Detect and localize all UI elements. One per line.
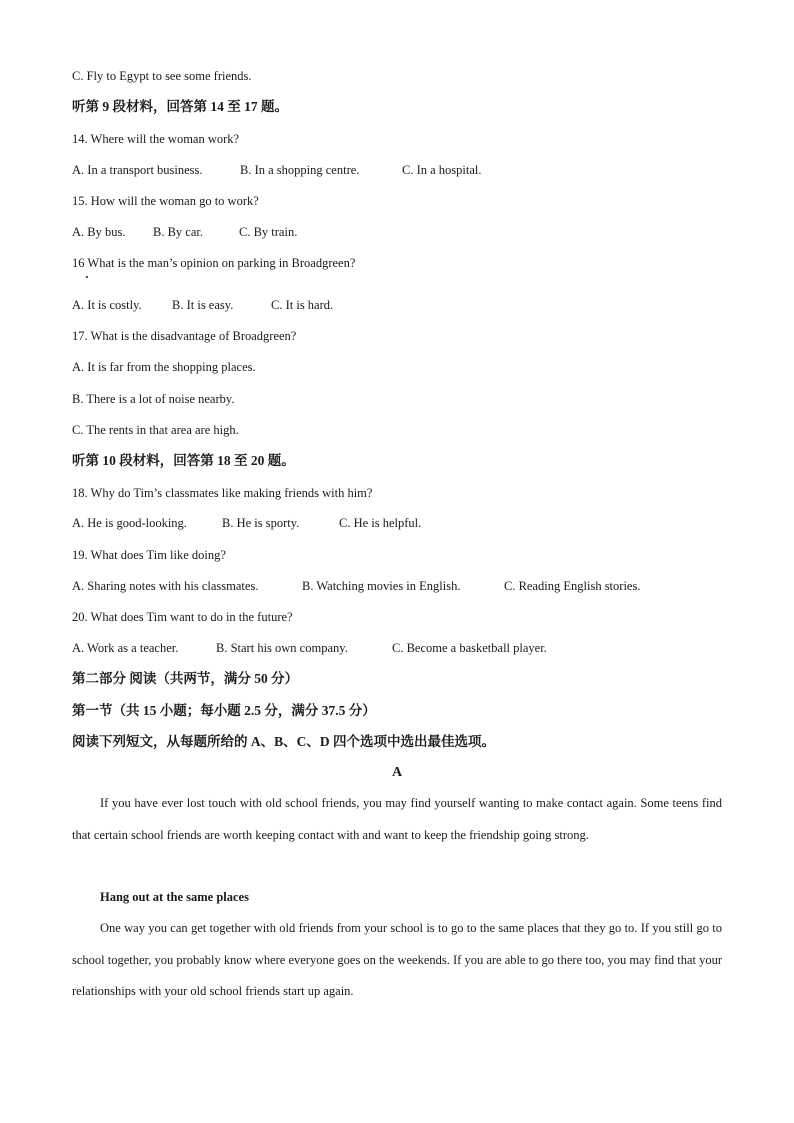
option-b: B. It is easy. [172,298,234,312]
question-17: 17. What is the disadvantage of Broadgreen? [72,329,297,343]
option-c: C. The rents in that area are high. [72,423,239,437]
option-b: B. Start his own company. [216,641,348,655]
passage-paragraph: One way you can get together with old friends from your school is to go to the same places that they go to. If you still go to school together, you probably know where everyone goes on the weekends. If you are able to go there too, you may find that your relationships with your old school friends start up again. [72,921,723,998]
options-20 [72,640,547,656]
question-14: 14. Where will the woman work? [72,132,240,146]
question-18: 18. Why do Tim’s classmates like making friends with him? [72,486,373,500]
section-heading: 听第 9 段材料，回答第 14 至 17 题。 [72,99,288,114]
instructions: 阅读下列短文，从每题所给的 A、B、C、D 四个选项中选出最佳选项。 [72,734,496,749]
option-c: C. It is hard. [271,298,334,312]
option-c: C. Become a basketball player. [392,641,547,655]
options-16 [72,297,333,313]
option-line: C. Fly to Egypt to see some friends. [72,69,252,83]
question-19: 19. What does Tim like doing? [72,548,226,562]
dot-mark [86,276,88,278]
question-16: 16 What is the man’s opinion on parking in Broadgreen? [72,256,356,270]
option-b: B. There is a lot of noise nearby. [72,392,235,406]
options-18 [72,515,421,531]
option-c: C. He is helpful. [339,516,422,530]
option-c: C. Reading English stories. [504,579,641,593]
options-15 [72,224,297,240]
question-15: 15. How will the woman go to work? [72,194,259,208]
options-14 [72,162,482,178]
option-c: C. In a hospital. [402,163,482,177]
option-b: B. By car. [153,225,203,239]
section-heading: 第一节（共 15 小题；每小题 2.5 分，满分 37.5 分） [72,703,376,718]
option-a: A. In a transport business. [72,163,203,177]
passage-paragraph: If you have ever lost touch with old school friends, you may find yourself wanting to make contact again. Some teens find that certain school friends are worth keeping contact with and want to keep the friendship going strong. [72,796,722,842]
question-20: 20. What does Tim want to do in the future? [72,610,293,624]
option-a: A. He is good-looking. [72,516,187,530]
option-a: A. It is far from the shopping places. [72,360,256,374]
part-heading: 第二部分 阅读（共两节，满分 50 分） [72,671,299,686]
option-b: B. He is sporty. [222,516,300,530]
option-c: C. By train. [239,225,298,239]
section-heading: 听第 10 段材料，回答第 18 至 20 题。 [72,453,295,468]
option-a: A. Sharing notes with his classmates. [72,579,259,593]
option-b: B. Watching movies in English. [302,579,461,593]
options-19 [72,578,640,594]
option-b: B. In a shopping centre. [240,163,360,177]
option-a: A. By bus. [72,225,126,239]
option-a: A. Work as a teacher. [72,641,179,655]
option-a: A. It is costly. [72,298,142,312]
passage-subheading: Hang out at the same places [100,890,249,904]
passage-title: A [391,765,403,780]
